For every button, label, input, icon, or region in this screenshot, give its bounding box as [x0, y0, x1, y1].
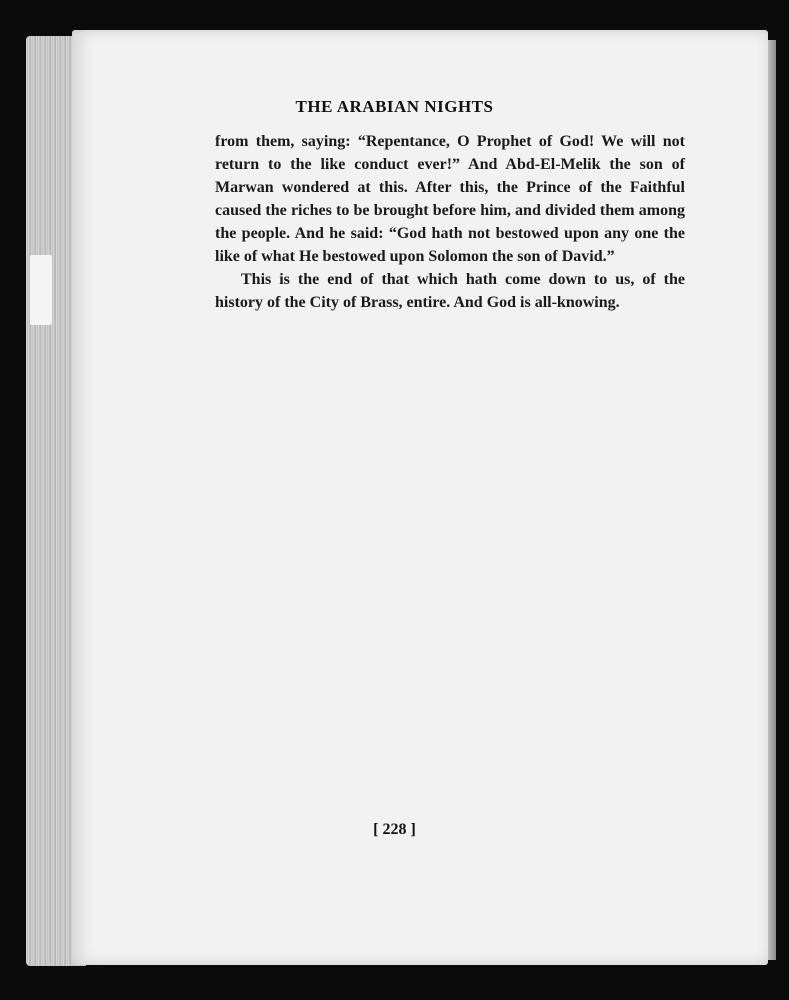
running-head: THE ARABIAN NIGHTS: [295, 97, 494, 116]
page-number: [ 228 ]: [373, 821, 416, 838]
page-tab-mark: [30, 255, 52, 325]
paragraph: from them, saying: “Repentance, O Prophet of God! We will not return to the like conduct ever!” And Abd-El-Melik the son of Marwan wondered at this. After this, the Prince of the Faithful caused the riches to be brought before him, and divided them among the people. And he said: “God hath not bestowed upon any one the like of what He bestowed upon Solomon the son of David.”: [215, 133, 685, 265]
paragraph: This is the end of that which hath come down to us, of the history of the City of Brass, entire. And God is all-knowing.: [215, 271, 685, 311]
body-text: [215, 130, 685, 314]
